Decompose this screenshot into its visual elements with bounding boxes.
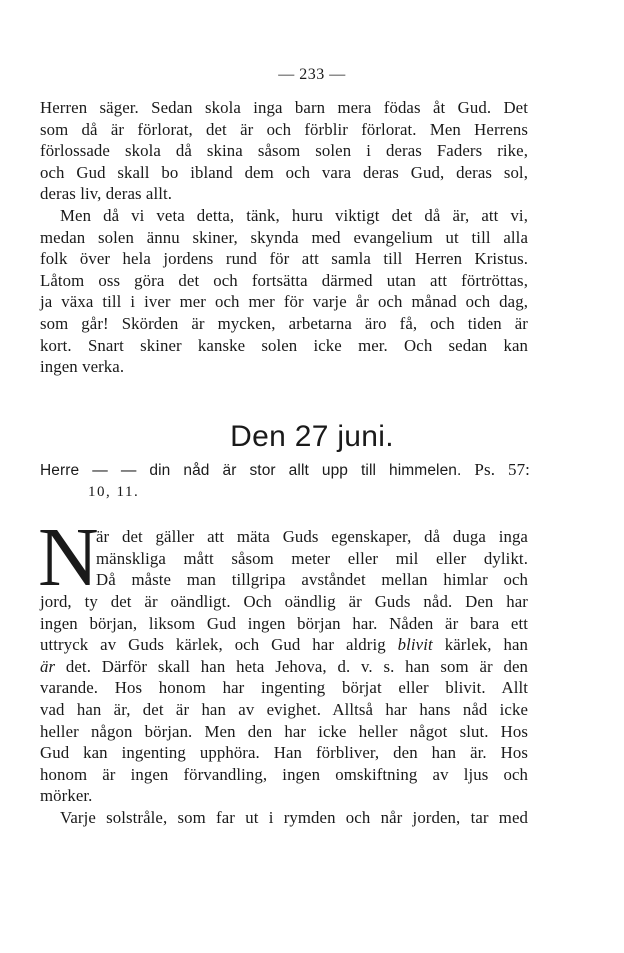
paragraph-continuation bbox=[40, 97, 528, 205]
text-line: deras liv, deras allt. bbox=[40, 184, 173, 204]
paragraph-second bbox=[40, 205, 528, 378]
italic-word: blivit bbox=[397, 635, 433, 655]
text-line: medan solen ännu skiner, skynda med evangelium ut till alla bbox=[40, 227, 528, 247]
text-line: ja växa till i iver mer och mer för varje år och månad och dag, bbox=[40, 292, 528, 312]
date-heading: Den 27 juni. bbox=[230, 420, 394, 453]
text-segment: kärlek, han bbox=[444, 635, 529, 655]
text-line: Herren säger. Sedan skola inga barn mera födas åt Gud. Det bbox=[40, 98, 528, 117]
text-line: Gud kan ingenting upphöra. Han förbliver, den han är. Hos bbox=[40, 743, 528, 763]
verse-text: Herre — — din nåd är stor allt upp till himmelen. bbox=[40, 462, 462, 479]
text-line: Då måste man tillgripa avståndet mellan himlar och bbox=[96, 570, 528, 590]
text-line: är det gäller att mäta Guds egenskaper, då duga inga bbox=[96, 527, 528, 546]
text-line: Men då vi veta detta, tänk, huru viktigt det då är, att vi, bbox=[60, 206, 528, 225]
text-line: heller någon början. Men den har icke heller något slut. Hos bbox=[40, 721, 528, 741]
text-line: mänskliga mått såsom meter eller mil eller dylikt. bbox=[96, 548, 528, 568]
verse-reference-continued: 10, 11. bbox=[88, 484, 140, 500]
text-line bbox=[40, 656, 528, 678]
text-segment: uttryck av Guds kärlek, och Gud har aldrig bbox=[40, 635, 386, 655]
text-line: som då är förlorat, det är och förblir förlorat. Men Herrens bbox=[40, 119, 528, 139]
text-line: folk över hela jordens rund för att samla till Herren Kristus. bbox=[40, 249, 528, 269]
text-line: förlossade skola då skina såsom solen i deras Faders rike, bbox=[40, 141, 528, 161]
text-line bbox=[40, 634, 528, 656]
italic-word: är bbox=[40, 656, 56, 676]
drop-cap: N bbox=[38, 511, 99, 604]
text-line: kort. Snart skiner kanske solen icke mer. Och sedan kan bbox=[40, 335, 528, 355]
text-line: Varje solstråle, som far ut i rymden och når jorden, tar med bbox=[60, 807, 528, 827]
text-line: varande. Hos honom har ingenting börjat eller blivit. Allt bbox=[40, 678, 528, 698]
text-line: och Gud skall bo ibland dem och vara deras Gud, deras sol, bbox=[40, 162, 528, 182]
text-segment: det. Därför skall han heta Jehova, d. v. s. han som är den bbox=[65, 656, 528, 676]
verse-line bbox=[40, 458, 530, 483]
text-line: som går! Skörden är mycken, arbetarna äro få, och tiden är bbox=[40, 313, 528, 333]
paragraph-main bbox=[40, 591, 528, 829]
text-line: vad han är, det är han av evighet. Alltså har hans nåd icke bbox=[40, 699, 528, 719]
verse-reference: Ps. 57: bbox=[474, 460, 530, 479]
text-line: mörker. bbox=[40, 786, 93, 806]
text-line: Låtom oss göra det och fortsätta därmed utan att förtröttas, bbox=[40, 270, 528, 290]
page-number: — 233 — bbox=[278, 66, 346, 83]
bible-verse bbox=[40, 458, 530, 483]
text-line: ingen verka. bbox=[40, 357, 125, 377]
text-line: jord, ty det är oändligt. Och oändlig är Guds nåd. Den har bbox=[40, 592, 528, 611]
text-line: honom är ingen förvandling, ingen omskiftning av ljus och bbox=[40, 764, 528, 784]
text-line: ingen början, liksom Gud ingen början har. Nåden är bara ett bbox=[40, 613, 528, 633]
drop-cap-lines bbox=[96, 526, 528, 591]
